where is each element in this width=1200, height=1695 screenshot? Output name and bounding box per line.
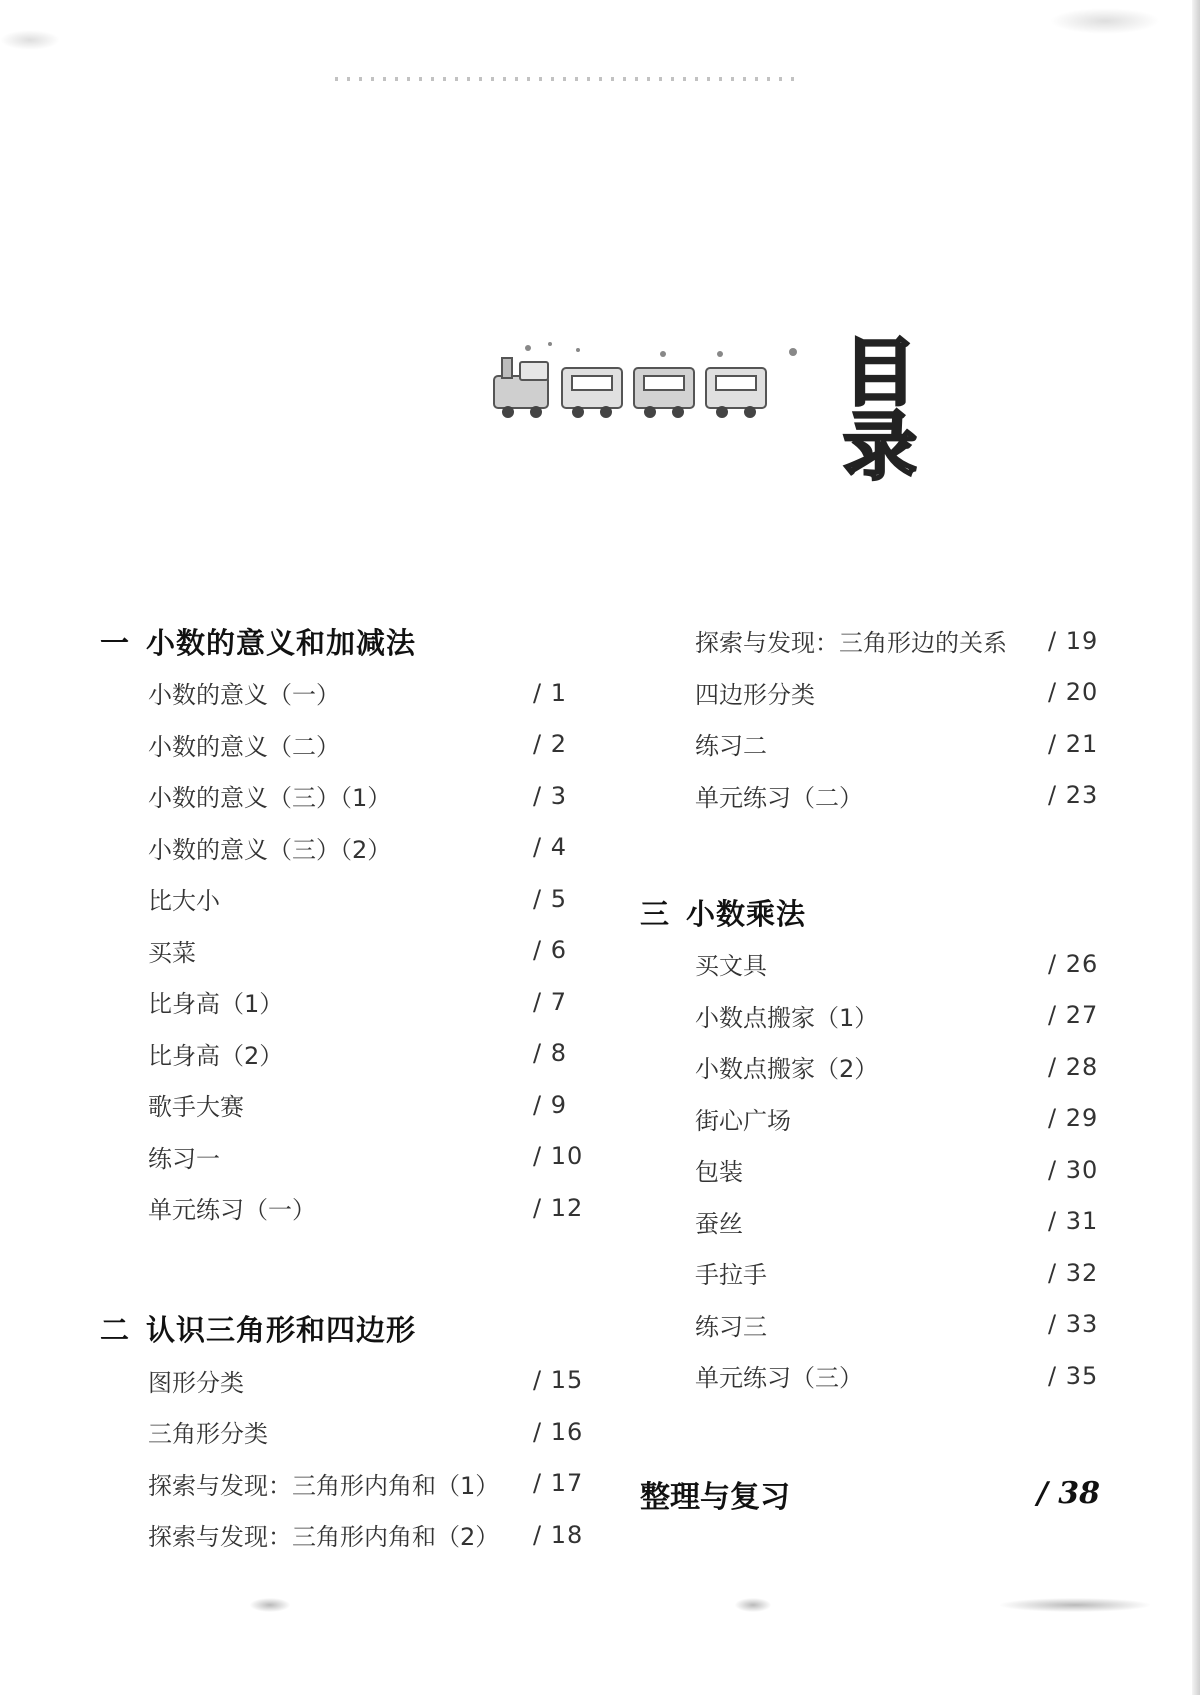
entry-label: 三角形分类 bbox=[148, 1420, 268, 1449]
entry-page: / 10 bbox=[533, 1142, 584, 1171]
entry-label: 街心广场 bbox=[695, 1106, 791, 1135]
entry-page: / 21 bbox=[1048, 729, 1099, 758]
toc-entry[interactable] bbox=[640, 718, 1100, 770]
entry-label: 单元练习（三） bbox=[695, 1364, 863, 1393]
entry-label: 比身高（2） bbox=[148, 1041, 284, 1070]
section-gap bbox=[640, 1402, 1100, 1464]
toc-entry[interactable] bbox=[640, 1041, 1100, 1093]
toc-entry[interactable] bbox=[100, 1182, 585, 1234]
section-heading-3 bbox=[640, 886, 1100, 938]
toc-entry[interactable] bbox=[640, 615, 1100, 667]
entry-page: / 4 bbox=[533, 833, 567, 862]
toc-entry[interactable] bbox=[100, 770, 585, 822]
entry-label: 小数的意义（三）（2） bbox=[148, 835, 392, 864]
toc-column-right bbox=[640, 615, 1100, 1524]
entry-page: / 23 bbox=[1048, 781, 1099, 810]
toc-entry[interactable] bbox=[100, 873, 585, 925]
toc-entry[interactable] bbox=[100, 1079, 585, 1131]
scan-smudge-left bbox=[0, 30, 60, 50]
footer-ornament-icon bbox=[250, 1598, 290, 1612]
entry-page: / 1 bbox=[533, 678, 567, 707]
entry-page: / 35 bbox=[1048, 1361, 1099, 1390]
title-block bbox=[488, 330, 998, 490]
entry-label: 四边形分类 bbox=[695, 680, 815, 709]
entry-page: / 3 bbox=[533, 781, 567, 810]
entry-page: / 18 bbox=[533, 1520, 584, 1549]
toc-column-left bbox=[100, 615, 585, 1561]
toc-entry[interactable] bbox=[100, 1028, 585, 1080]
page-edge bbox=[1192, 0, 1200, 1695]
entry-label: 小数点搬家（1） bbox=[695, 1003, 879, 1032]
entry-label: 小数的意义（一） bbox=[148, 681, 340, 710]
entry-page: / 19 bbox=[1048, 626, 1099, 655]
review-entry[interactable] bbox=[640, 1464, 1100, 1524]
toc-entry[interactable] bbox=[640, 990, 1100, 1042]
section-entries-1 bbox=[100, 667, 585, 1234]
entry-page: / 8 bbox=[533, 1039, 567, 1068]
train-illustration-icon bbox=[488, 340, 808, 420]
section-gap bbox=[640, 821, 1100, 886]
toc-entry[interactable] bbox=[100, 719, 585, 771]
entry-label: 单元练习（一） bbox=[148, 1196, 316, 1225]
entry-page: / 9 bbox=[533, 1090, 567, 1119]
entry-label: 单元练习（二） bbox=[695, 783, 863, 812]
entry-label: 小数点搬家（2） bbox=[695, 1055, 879, 1084]
entry-label: 比身高（1） bbox=[148, 990, 284, 1019]
toc-entry[interactable] bbox=[640, 1093, 1100, 1145]
page-title: 目录 bbox=[843, 330, 923, 490]
toc-entry[interactable] bbox=[640, 770, 1100, 822]
toc-entry[interactable] bbox=[640, 1299, 1100, 1351]
toc-entry[interactable] bbox=[640, 1196, 1100, 1248]
section-entries-3 bbox=[640, 938, 1100, 1402]
entry-label: 小数的意义（三）（1） bbox=[148, 784, 392, 813]
section-number: 一 bbox=[100, 625, 131, 660]
section-title: 小数的意义和加减法 bbox=[146, 625, 417, 660]
toc-entry[interactable] bbox=[640, 667, 1100, 719]
entry-page: / 31 bbox=[1048, 1207, 1099, 1236]
toc-entry[interactable] bbox=[640, 938, 1100, 990]
entry-page: / 28 bbox=[1048, 1052, 1099, 1081]
entry-label: 买文具 bbox=[695, 952, 767, 981]
entry-page: / 30 bbox=[1048, 1155, 1099, 1184]
footer-ornament-icon bbox=[735, 1598, 771, 1612]
toc-entry[interactable] bbox=[640, 1144, 1100, 1196]
entry-page: / 27 bbox=[1048, 1001, 1099, 1030]
entry-page: / 12 bbox=[533, 1193, 584, 1222]
section-number: 二 bbox=[100, 1313, 131, 1347]
section-entries-2-continued bbox=[640, 615, 1100, 821]
entry-page: / 29 bbox=[1048, 1104, 1099, 1133]
entry-label: 探索与发现：三角形内角和（1） bbox=[148, 1471, 500, 1500]
entry-label: 图形分类 bbox=[148, 1368, 244, 1397]
section-gap bbox=[100, 1234, 585, 1303]
entry-label: 小数的意义（二） bbox=[148, 732, 340, 761]
toc-entry[interactable] bbox=[640, 1350, 1100, 1402]
toc-entry[interactable] bbox=[100, 976, 585, 1028]
entry-label: 练习二 bbox=[695, 732, 767, 761]
entry-label: 歌手大赛 bbox=[148, 1093, 244, 1122]
entry-label: 蚕丝 bbox=[695, 1209, 743, 1238]
section-title: 小数乘法 bbox=[686, 896, 807, 931]
footer-ornament-icon bbox=[1000, 1598, 1150, 1612]
toc-entry[interactable] bbox=[100, 1131, 585, 1183]
toc-entry[interactable] bbox=[100, 1509, 585, 1561]
entry-label: 手拉手 bbox=[695, 1261, 767, 1290]
entry-page: / 20 bbox=[1048, 678, 1099, 707]
section-heading-2 bbox=[100, 1303, 585, 1355]
toc-entry[interactable] bbox=[100, 1355, 585, 1407]
toc-entry[interactable] bbox=[100, 1406, 585, 1458]
entry-page: / 15 bbox=[533, 1366, 584, 1395]
review-label: 整理与复习 bbox=[640, 1479, 790, 1515]
scan-smudge-right bbox=[1050, 8, 1160, 34]
section-number: 三 bbox=[640, 896, 671, 931]
entry-page: / 32 bbox=[1048, 1258, 1099, 1287]
toc-entry[interactable] bbox=[100, 667, 585, 719]
entry-page: / 17 bbox=[533, 1469, 584, 1498]
section-title: 认识三角形和四边形 bbox=[146, 1313, 417, 1347]
entry-page: / 7 bbox=[533, 987, 567, 1016]
section-heading-1 bbox=[100, 615, 585, 667]
entry-page: / 16 bbox=[533, 1417, 584, 1446]
section-entries-2 bbox=[100, 1355, 585, 1561]
entry-label: 买菜 bbox=[148, 938, 196, 967]
entry-page: / 2 bbox=[533, 730, 567, 759]
entry-label: 包装 bbox=[695, 1158, 743, 1187]
entry-page: / 26 bbox=[1048, 949, 1099, 978]
entry-page: / 6 bbox=[533, 936, 567, 965]
entry-page: / 33 bbox=[1048, 1310, 1099, 1339]
toc-entry[interactable] bbox=[100, 925, 585, 977]
entry-label: 比大小 bbox=[148, 887, 220, 916]
toc-entry[interactable] bbox=[640, 1247, 1100, 1299]
entry-label: 练习三 bbox=[695, 1312, 767, 1341]
review-page: / 38 bbox=[1036, 1476, 1100, 1511]
toc-entry[interactable] bbox=[100, 1458, 585, 1510]
entry-page: / 5 bbox=[533, 884, 567, 913]
scan-dots bbox=[335, 77, 800, 81]
entry-label: 探索与发现：三角形边的关系 bbox=[695, 629, 1007, 658]
toc-entry[interactable] bbox=[100, 822, 585, 874]
entry-label: 探索与发现：三角形内角和（2） bbox=[148, 1523, 500, 1552]
entry-label: 练习一 bbox=[148, 1144, 220, 1173]
